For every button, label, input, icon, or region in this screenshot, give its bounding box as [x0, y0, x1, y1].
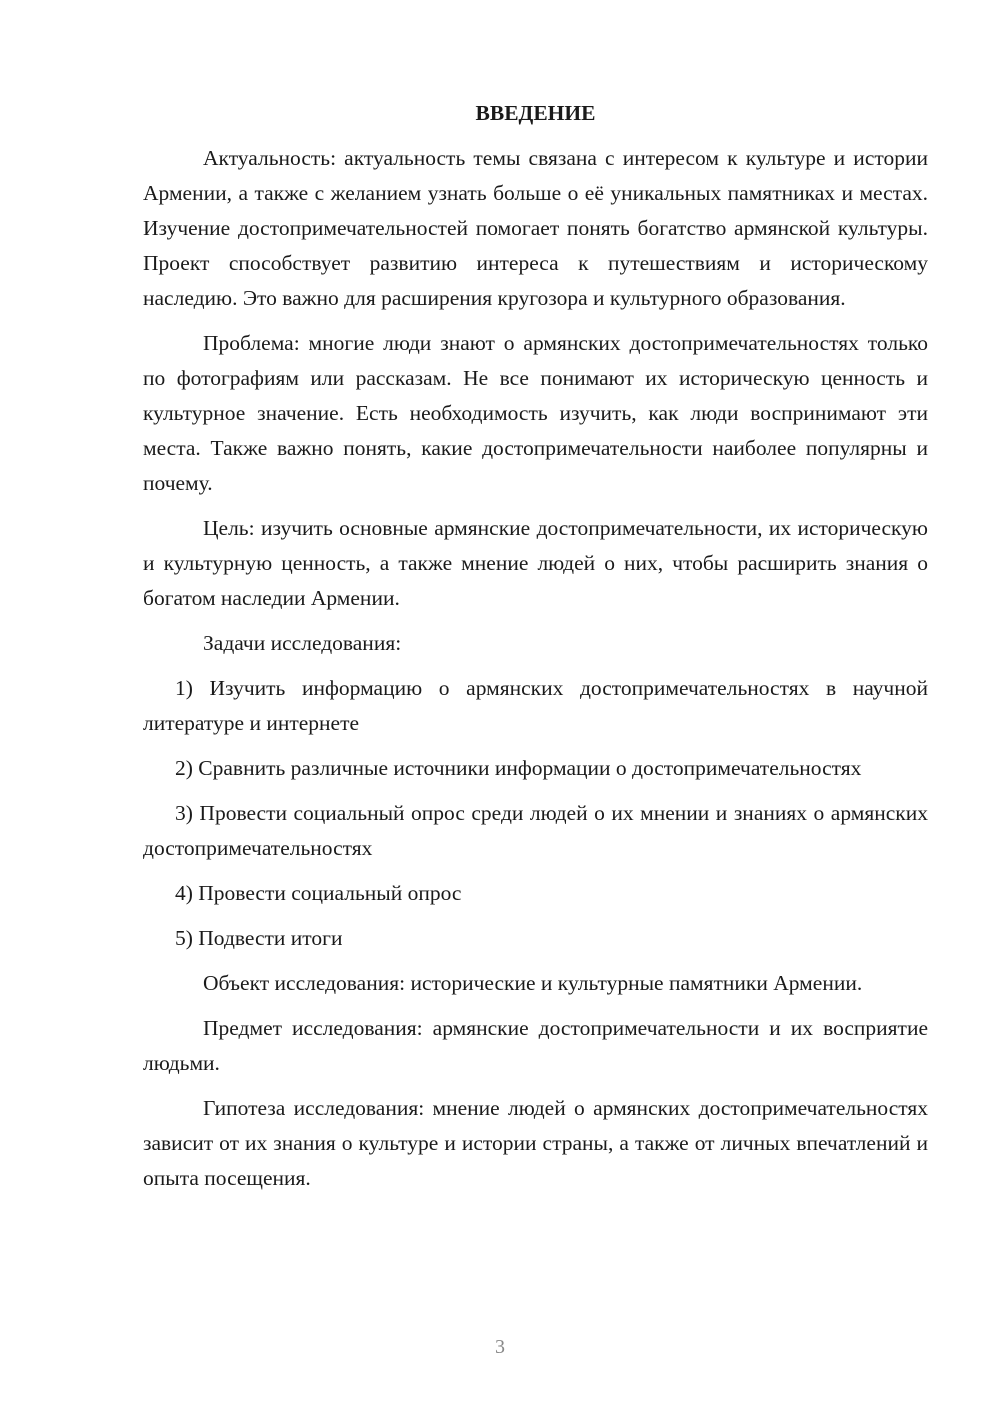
list-item-task-1: 1) Изучить информацию о армянских достопримечательностях в научной литературе и интернете: [143, 676, 928, 735]
paragraph-subject: Предмет исследования: армянские достопримечательности и их восприятие людьми.: [143, 1016, 928, 1075]
page-title: ВВЕДЕНИЕ: [475, 101, 596, 125]
list-item-task-5: 5) Подвести итоги: [175, 926, 343, 950]
paragraph-hypothesis: Гипотеза исследования: мнение людей о армянских достопримечательностях зависит от их знания о культуре и истории страны, а также от личных впечатлений и опыта посещения.: [143, 1096, 928, 1190]
list-item-task-2: 2) Сравнить различные источники информации о достопримечательностях: [175, 756, 862, 780]
tasks-heading: Задачи исследования:: [203, 631, 402, 655]
paragraph-goal: Цель: изучить основные армянские достопримечательности, их историческую и культурную ценность, а также мнение людей о них, чтобы расширить знания о богатом наследии Армении.: [143, 516, 928, 610]
paragraph-problem: Проблема: многие люди знают о армянских достопримечательностях только по фотографиям или рассказам. Не все понимают их историческую ценность и культурное значение. Есть необходимость изучить, как люди воспринимают эти места. Также важно понять, какие достопримечательности наиболее популярны и почему.: [143, 331, 928, 495]
list-item-task-3: 3) Провести социальный опрос среди людей о их мнении и знаниях о армянских достопримечательностях: [143, 801, 928, 860]
paragraph-relevance: Актуальность: актуальность темы связана с интересом к культуре и истории Армении, а также с желанием узнать больше о её уникальных памятниках и местах. Изучение достопримечательностей помогает понять богатство армянской культуры. Проект способствует развитию интереса к путешествиям и историческому наследию. Это важно для расширения кругозора и культурного образования.: [143, 146, 928, 310]
paragraph-object: Объект исследования: исторические и культурные памятники Армении.: [203, 971, 863, 995]
page-number: 3: [495, 1336, 505, 1358]
document-page: [143, 96, 928, 1206]
list-item-task-4: 4) Провести социальный опрос: [175, 881, 462, 905]
